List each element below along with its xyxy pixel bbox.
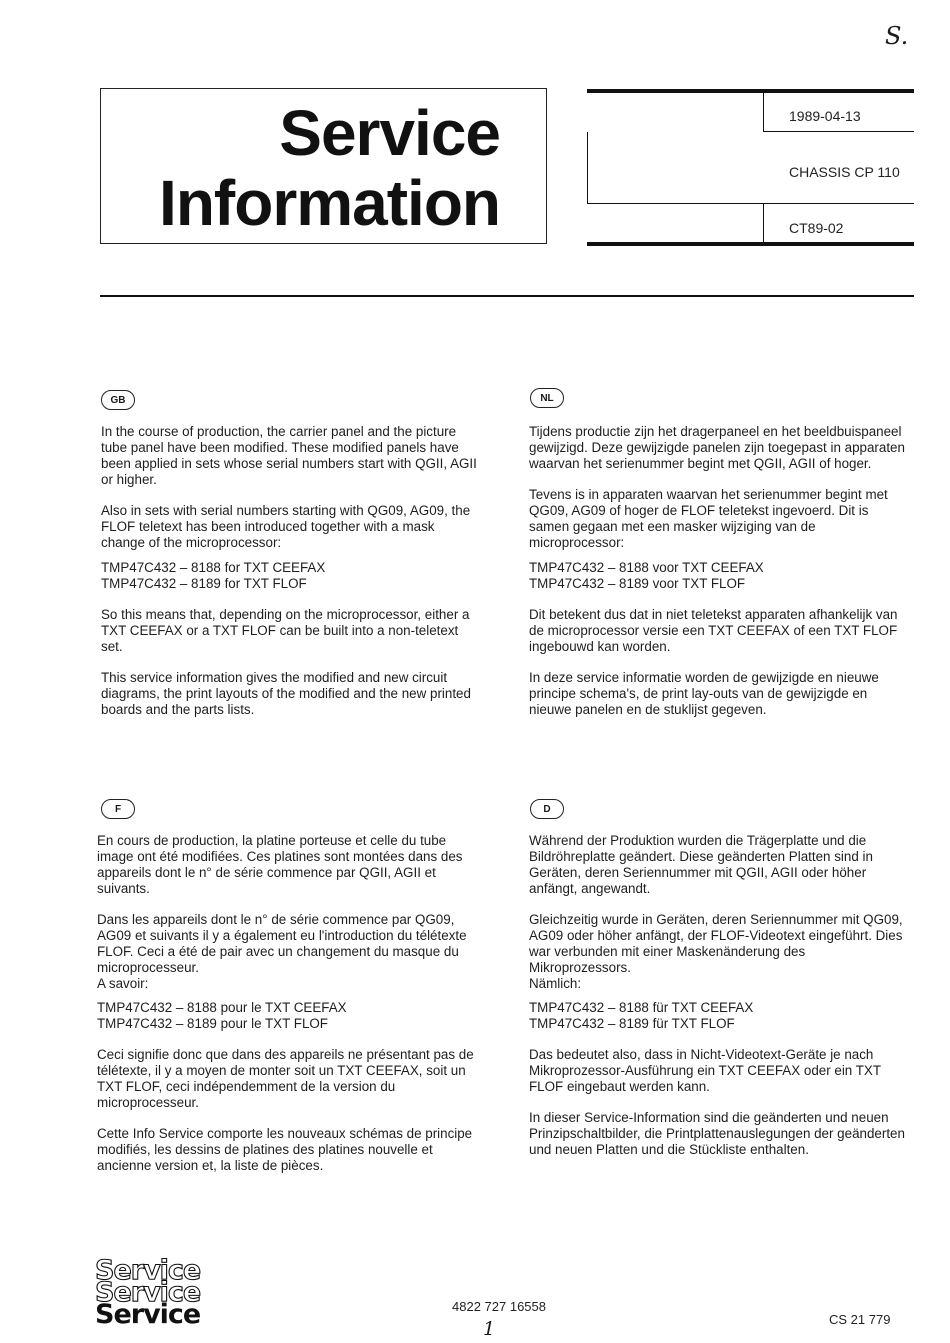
d-part-line-2: TMP47C432 – 8189 für TXT FLOF xyxy=(529,1016,735,1031)
service-logo xyxy=(95,1255,201,1330)
nl-paragraph-3: Dit betekent dus dat in niet teletekst apparaten afhankelijk van de microprocessor versie een TXT CEEFAX of een TXT FLOF ingebouwd kan worden. xyxy=(529,607,898,654)
info-divider xyxy=(763,93,764,131)
nl-paragraph-1: Tijdens productie zijn het dragerpaneel en het beeldbuispaneel gewijzigd. Deze gewijzigde panelen zijn toegepast in apparaten waarvan het serienummer begint met QGII, AGII of hoger. xyxy=(529,424,905,471)
d-paragraph-3: Das bedeutet also, dass in Nicht-Videotext-Geräte je nach Mikroprozessor-Ausführung ein TXT CEEFAX oder ein TXT FLOF eingebaut werden kann. xyxy=(529,1047,881,1094)
d-paragraph-4: In dieser Service-Information sind die geänderten und neuen Prinzipschaltbilder, die Printplattenauslegungen der geänderten und neuen Platten und die Stückliste enthalten. xyxy=(529,1110,905,1157)
language-badge-f: F xyxy=(101,799,135,819)
logo-line-3: Service xyxy=(95,1299,201,1330)
nl-paragraph-2: Tevens is in apparaten waarvan het serienummer begint met QG09, AG09 of hoger de FLOF teletekst ingevoerd. Dit is samen gegaan met een masker wijziging van de microprocessor: xyxy=(529,487,888,550)
title-box xyxy=(100,88,547,244)
cs-number: CS 21 779 xyxy=(829,1312,891,1327)
f-part-line-2: TMP47C432 – 8189 pour le TXT FLOF xyxy=(97,1016,328,1031)
logo-line-1: Service xyxy=(95,1255,201,1286)
chassis-label: CHASSIS CP 110 xyxy=(789,164,900,180)
info-bottom-rule xyxy=(587,242,914,246)
nl-paragraph-4: In deze service informatie worden de gewijzigde en nieuwe principe schema's, de print lay-outs van de gewijzigde en nieuwe panelen en de stuklijst gegeven. xyxy=(529,670,879,717)
language-badge-gb: GB xyxy=(101,390,135,410)
info-divider-2 xyxy=(763,204,764,242)
section-d xyxy=(529,833,909,1173)
info-rule-2 xyxy=(587,132,588,203)
logo-line-2: Service xyxy=(95,1277,201,1308)
page-number: 1 xyxy=(483,1318,496,1340)
language-badge-d: D xyxy=(530,799,564,819)
gb-paragraph-3: So this means that, depending on the microprocessor, either a TXT CEEFAX or a TXT FLOF can be built into a non-teletext set. xyxy=(101,607,470,654)
info-top-rule xyxy=(587,89,914,93)
f-paragraph-2b: A savoir: xyxy=(97,976,149,991)
d-paragraph-2b: Nämlich: xyxy=(529,976,582,991)
section-f xyxy=(97,833,477,1189)
gb-paragraph-2: Also in sets with serial numbers starting with QG09, AG09, the FLOF teletext has been introduced together with a mask change of the microprocessor: xyxy=(101,503,471,550)
f-part-line-1: TMP47C432 – 8188 pour le TXT CEEFAX xyxy=(97,1000,347,1015)
part-number: 4822 727 16558 xyxy=(452,1299,546,1314)
gb-paragraph-1: In the course of production, the carrier panel and the picture tube panel have been modified. These modified panels have been applied in sets whose serial numbers start with QGII, AGII or higher. xyxy=(101,424,477,487)
title-line-2: Information xyxy=(159,167,500,239)
corner-mark: S. xyxy=(885,22,909,50)
f-paragraph-4: Cette Info Service comporte les nouveaux schémas de principe modifiés, les dessins de platines des platines nouvelle et ancienne version et, la liste de pièces. xyxy=(97,1126,473,1173)
d-paragraph-2: Gleichzeitig wurde in Geräten, deren Seriennummer mit QG09, AG09 oder höher anfängt, der FLOF-Videotext eingeführt. Dies war verbunden mit einer Maskenänderung des Mikroprozessors. xyxy=(529,912,903,975)
d-part-line-1: TMP47C432 – 8188 für TXT CEEFAX xyxy=(529,1000,754,1015)
gb-part-line-1: TMP47C432 – 8188 for TXT CEEFAX xyxy=(101,560,326,575)
title-line-1: Service xyxy=(279,97,500,169)
nl-part-line-2: TMP47C432 – 8189 voor TXT FLOF xyxy=(529,576,746,591)
section-gb xyxy=(101,424,481,733)
section-nl xyxy=(529,424,909,733)
f-paragraph-1: En cours de production, la platine porteuse et celle du tube image ont été modifiées. Ces platines sont montées dans des appareils dont le n° de série commence par QGII, AGII et suivants. xyxy=(97,833,463,896)
nl-part-line-1: TMP47C432 – 8188 voor TXT CEEFAX xyxy=(529,560,764,575)
gb-part-line-2: TMP47C432 – 8189 for TXT FLOF xyxy=(101,576,307,591)
issue-date: 1989-04-13 xyxy=(789,108,861,124)
f-paragraph-2: Dans les appareils dont le n° de série commence par QG09, AG09 et suivants il y a également eu l'introduction du télétexte FLOF. Ceci a été de pair avec un changement du masque du microprocesseur. xyxy=(97,912,467,975)
header-separator xyxy=(100,295,914,297)
info-rule-1 xyxy=(763,131,914,132)
info-rule-3 xyxy=(587,203,914,204)
d-paragraph-1: Während der Produktion wurden die Trägerplatte und die Bildröhreplatte geändert. Diese geänderten Platten sind in Geräten, deren Seriennummer mit QGII, AGII oder höher anfängt, angewandt. xyxy=(529,833,873,896)
language-badge-nl: NL xyxy=(530,388,564,408)
gb-paragraph-4: This service information gives the modified and new circuit diagrams, the print layouts of the modified and the new printed boards and the parts lists. xyxy=(101,670,471,717)
f-paragraph-3: Ceci signifie donc que dans des appareils ne présentant pas de télétexte, il y a moyen de monter soit un TXT CEEFAX, soit un TXT FLOF, ceci indépendemment de la version du microprocesseur. xyxy=(97,1047,474,1110)
document-code: CT89-02 xyxy=(789,220,844,236)
